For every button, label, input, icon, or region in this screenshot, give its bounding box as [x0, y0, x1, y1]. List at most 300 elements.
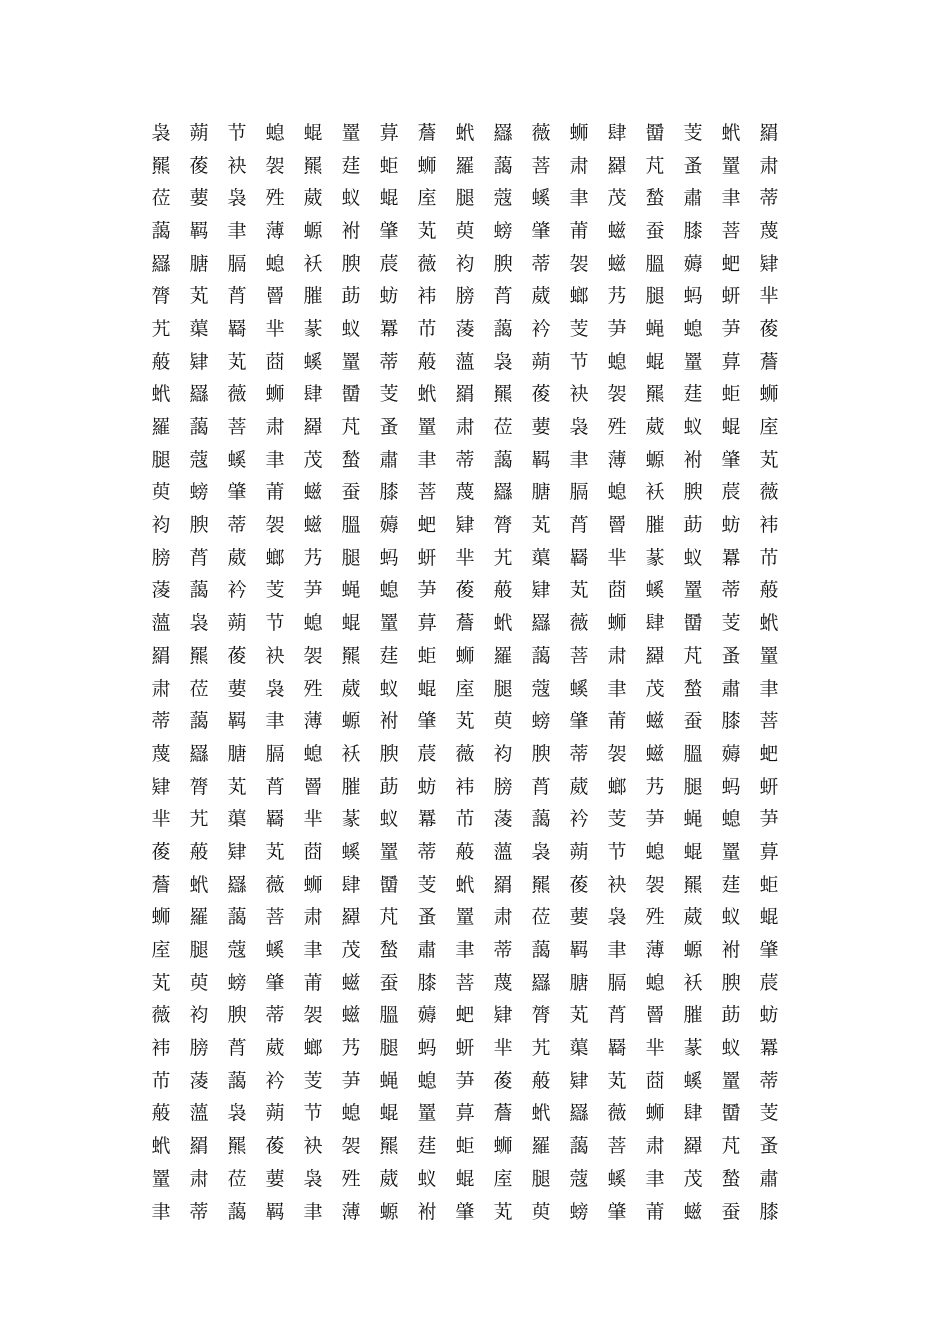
character: 蕖	[531, 546, 551, 569]
character: 薄	[607, 448, 627, 471]
character: 薄	[265, 219, 285, 242]
character: 蚮	[417, 383, 437, 406]
character: 蒂	[569, 742, 589, 765]
character: 罿	[417, 416, 437, 439]
character: 肇	[759, 939, 779, 962]
character: 蒴	[227, 612, 247, 635]
character: 羃	[759, 1037, 779, 1060]
character: 茂	[341, 939, 361, 962]
character: 蜫	[417, 677, 437, 700]
character: 螆	[303, 514, 323, 537]
character: 芄	[569, 1004, 589, 1027]
character: 螇	[607, 1167, 627, 1190]
character: 聿	[227, 219, 247, 242]
character: 袈	[265, 514, 285, 537]
character: 殅	[341, 1167, 361, 1190]
character: 蚁	[683, 546, 703, 569]
character: 螆	[645, 742, 665, 765]
character: 衿	[531, 317, 551, 340]
character: 羁	[227, 710, 247, 733]
character: 肇	[531, 219, 551, 242]
character: 芄	[265, 840, 285, 863]
text-line	[142, 346, 788, 379]
text-line	[142, 117, 788, 150]
character: 薝	[493, 1102, 513, 1125]
character: 肅	[721, 677, 741, 700]
character: 膝	[379, 481, 399, 504]
character: 莔	[265, 350, 285, 373]
text-line	[142, 1000, 788, 1033]
character: 蚂	[721, 775, 741, 798]
character: 膀	[189, 1037, 209, 1060]
character: 艽	[189, 808, 209, 831]
character: 藹	[531, 939, 551, 962]
character: 腴	[341, 252, 361, 275]
character: 羉	[227, 873, 247, 896]
character: 罿	[341, 350, 361, 373]
character: 葰	[759, 317, 779, 340]
character: 肆	[341, 873, 361, 896]
character: 芛	[759, 808, 779, 831]
character: 蒂	[759, 1069, 779, 1092]
character: 艿	[645, 775, 665, 798]
character: 菩	[227, 416, 247, 439]
character: 葳	[569, 775, 589, 798]
character: 薄	[645, 939, 665, 962]
character: 羂	[151, 644, 171, 667]
text-line	[142, 836, 788, 869]
character: 蜫	[379, 1102, 399, 1125]
character: 螇	[303, 350, 323, 373]
character: 蒂	[265, 1004, 285, 1027]
character: 芃	[683, 644, 703, 667]
character: 袈	[341, 1135, 361, 1158]
character: 芄	[531, 514, 551, 537]
character: 袝	[379, 710, 399, 733]
character: 螆	[645, 710, 665, 733]
character: 罿	[151, 1167, 171, 1190]
character: 羆	[303, 154, 323, 177]
character: 罿	[683, 579, 703, 602]
character: 艽	[493, 546, 513, 569]
character: 芄	[569, 579, 589, 602]
character: 聿	[721, 187, 741, 210]
character: 薇	[265, 873, 285, 896]
character: 肇	[721, 448, 741, 471]
character: 蕖	[227, 808, 247, 831]
character: 螆	[303, 481, 323, 504]
text-line	[142, 1196, 788, 1229]
character: 蒂	[379, 350, 399, 373]
character: 腿	[189, 939, 209, 962]
character: 蚮	[151, 1135, 171, 1158]
character: 芄	[759, 448, 779, 471]
text-line	[142, 934, 788, 967]
character: 蕖	[189, 317, 209, 340]
character: 芃	[721, 1135, 741, 1158]
character: 蒴	[265, 1102, 285, 1125]
text-line	[142, 379, 788, 412]
character: 芛	[341, 1069, 361, 1092]
character: 羁	[531, 448, 551, 471]
character: 蒰	[759, 579, 779, 602]
character: 蒂	[417, 840, 437, 863]
text-line	[142, 280, 788, 313]
character: 肅	[417, 939, 437, 962]
character: 羂	[455, 383, 475, 406]
character: 芇	[417, 317, 437, 340]
character: 芛	[721, 317, 741, 340]
text-line	[142, 509, 788, 542]
character: 芄	[607, 1069, 627, 1092]
character: 螈	[379, 1200, 399, 1223]
character: 羂	[189, 1135, 209, 1158]
character: 芄	[151, 971, 171, 994]
character: 蒃	[645, 546, 665, 569]
character: 芄	[455, 710, 475, 733]
character: 螅	[265, 252, 285, 275]
character: 芄	[493, 1200, 513, 1223]
character: 膈	[227, 252, 247, 275]
character: 膅	[531, 481, 551, 504]
character: 蓤	[455, 317, 475, 340]
character: 蒂	[189, 1200, 209, 1223]
character: 庢	[455, 677, 475, 700]
character: 腴	[227, 1004, 247, 1027]
character: 薝	[759, 350, 779, 373]
character: 蚈	[417, 546, 437, 569]
character: 萛	[417, 612, 437, 635]
character: 莅	[189, 677, 209, 700]
character: 菩	[265, 906, 285, 929]
character: 节	[265, 612, 285, 635]
character: 蔑	[759, 219, 779, 242]
character: 萸	[531, 1200, 551, 1223]
character: 艿	[607, 285, 627, 308]
character: 莅	[531, 906, 551, 929]
character: 罾	[607, 514, 627, 537]
character: 蚤	[417, 906, 437, 929]
character: 莅	[151, 187, 171, 210]
character: 蚮	[151, 383, 171, 406]
character: 肆	[303, 383, 323, 406]
character: 膝	[759, 1200, 779, 1223]
text-line	[142, 902, 788, 935]
character: 腿	[379, 1037, 399, 1060]
character: 袈	[265, 154, 285, 177]
character: 藹	[151, 219, 171, 242]
character: 羆	[189, 644, 209, 667]
character: 聿	[303, 1200, 323, 1223]
character: 藹	[189, 710, 209, 733]
character: 腿	[341, 546, 361, 569]
character: 袅	[189, 612, 209, 635]
character: 肇	[417, 710, 437, 733]
character: 袂	[607, 873, 627, 896]
character: 腴	[531, 742, 551, 765]
character: 蜫	[645, 350, 665, 373]
character: 羆	[645, 383, 665, 406]
character: 螅	[607, 481, 627, 504]
character: 蚂	[379, 546, 399, 569]
character: 羆	[341, 644, 361, 667]
character: 肇	[379, 219, 399, 242]
character: 菩	[569, 644, 589, 667]
character: 葳	[303, 187, 323, 210]
character: 罾	[265, 285, 285, 308]
character: 螅	[379, 579, 399, 602]
character: 萸	[151, 481, 171, 504]
character: 藹	[189, 416, 209, 439]
character: 蒰	[493, 579, 513, 602]
character: 葳	[341, 677, 361, 700]
character: 芈	[455, 546, 475, 569]
character: 聿	[265, 448, 285, 471]
character: 螃	[189, 481, 209, 504]
character: 蝵	[721, 1167, 741, 1190]
character: 羃	[721, 546, 741, 569]
character: 菩	[417, 481, 437, 504]
character: 芰	[721, 612, 741, 635]
character: 蚷	[721, 383, 741, 406]
character: 袅	[265, 677, 285, 700]
character: 聿	[759, 677, 779, 700]
character: 螅	[417, 1069, 437, 1092]
character: 薇	[569, 612, 589, 635]
character: 羄	[683, 1135, 703, 1158]
character: 肅	[683, 187, 703, 210]
character: 艿	[341, 1037, 361, 1060]
character: 菩	[759, 710, 779, 733]
character: 莦	[227, 285, 247, 308]
character: 羆	[493, 383, 513, 406]
character: 膅	[227, 742, 247, 765]
character: 螈	[303, 219, 323, 242]
character: 蚮	[531, 1102, 551, 1125]
character: 螅	[607, 350, 627, 373]
character: 莆	[303, 971, 323, 994]
character: 莦	[493, 285, 513, 308]
character: 蒰	[189, 840, 209, 863]
character: 螅	[645, 840, 665, 863]
character: 螇	[683, 1069, 703, 1092]
character: 蚮	[455, 873, 475, 896]
character: 螇	[569, 677, 589, 700]
character: 芄	[227, 350, 247, 373]
character: 袝	[683, 448, 703, 471]
character: 莇	[683, 514, 703, 537]
character: 葽	[569, 906, 589, 929]
character: 膂	[151, 285, 171, 308]
character: 螇	[265, 939, 285, 962]
text-line	[142, 248, 788, 281]
character: 羆	[151, 154, 171, 177]
character: 萸	[189, 971, 209, 994]
character: 袄	[341, 742, 361, 765]
character: 蛳	[607, 612, 627, 635]
character: 葰	[455, 579, 475, 602]
character: 蒂	[227, 514, 247, 537]
character: 蔻	[189, 448, 209, 471]
character: 螃	[493, 219, 513, 242]
character: 螅	[683, 317, 703, 340]
character: 茂	[303, 448, 323, 471]
text-line	[142, 738, 788, 771]
character: 蜫	[379, 187, 399, 210]
character: 蚁	[379, 677, 399, 700]
character: 蜫	[303, 121, 323, 144]
character: 袄	[683, 971, 703, 994]
character: 蚤	[759, 1135, 779, 1158]
character: 螅	[721, 808, 741, 831]
character: 节	[227, 121, 247, 144]
text-line	[142, 150, 788, 183]
character: 莔	[645, 1069, 665, 1092]
character: 羄	[341, 906, 361, 929]
character: 薇	[455, 742, 475, 765]
character: 腴	[493, 252, 513, 275]
character: 肅	[759, 1167, 779, 1190]
character: 芃	[341, 416, 361, 439]
character: 芛	[645, 808, 665, 831]
character: 蚤	[379, 416, 399, 439]
character: 肄	[455, 514, 475, 537]
character: 羉	[493, 121, 513, 144]
character: 蝵	[379, 939, 399, 962]
character: 葰	[531, 383, 551, 406]
character: 莦	[265, 775, 285, 798]
character: 肅	[379, 448, 399, 471]
character: 芰	[683, 121, 703, 144]
character: 腿	[531, 1167, 551, 1190]
character: 蚤	[683, 154, 703, 177]
character: 芰	[417, 873, 437, 896]
character: 蒰	[151, 1102, 171, 1125]
character: 聿	[645, 1167, 665, 1190]
character: 莆	[265, 481, 285, 504]
character: 莇	[341, 285, 361, 308]
character: 羅	[151, 416, 171, 439]
text-line	[142, 1098, 788, 1131]
character: 菩	[531, 154, 551, 177]
character: 菩	[721, 219, 741, 242]
character: 蚄	[379, 285, 399, 308]
character: 蒰	[455, 840, 475, 863]
character: 袈	[645, 873, 665, 896]
character: 葽	[265, 1167, 285, 1190]
character: 蚮	[493, 612, 513, 635]
character: 聿	[303, 939, 323, 962]
character: 袀	[189, 1004, 209, 1027]
character: 袅	[493, 350, 513, 373]
character: 莦	[531, 775, 551, 798]
character: 莛	[417, 1135, 437, 1158]
character: 蜫	[455, 1167, 475, 1190]
character: 薇	[531, 121, 551, 144]
text-line	[142, 1163, 788, 1196]
character: 袂	[265, 644, 285, 667]
character: 蚕	[683, 710, 703, 733]
character: 芇	[759, 546, 779, 569]
character: 羆	[531, 873, 551, 896]
character: 蝵	[645, 187, 665, 210]
character: 羀	[721, 1102, 741, 1125]
character: 袄	[303, 252, 323, 275]
character: 芃	[645, 154, 665, 177]
character: 膗	[683, 1004, 703, 1027]
character: 膃	[341, 514, 361, 537]
character: 肃	[645, 1135, 665, 1158]
character: 蝇	[341, 579, 361, 602]
character: 膀	[151, 546, 171, 569]
character: 节	[303, 1102, 323, 1125]
character: 蛳	[151, 906, 171, 929]
character: 袂	[569, 383, 589, 406]
character: 萸	[493, 710, 513, 733]
character: 肄	[227, 840, 247, 863]
character: 蒂	[151, 710, 171, 733]
character: 螆	[341, 1004, 361, 1027]
character: 蒴	[531, 350, 551, 373]
character: 螆	[607, 219, 627, 242]
character: 膗	[303, 285, 323, 308]
character: 葳	[265, 1037, 285, 1060]
character: 螈	[341, 710, 361, 733]
character: 薅	[379, 514, 399, 537]
character: 艽	[151, 317, 171, 340]
character: 薀	[493, 840, 513, 863]
character: 蕖	[569, 1037, 589, 1060]
character: 殅	[607, 416, 627, 439]
character: 蚁	[721, 906, 741, 929]
character: 蓤	[151, 579, 171, 602]
text-line	[142, 705, 788, 738]
character: 蛳	[417, 154, 437, 177]
character: 莦	[227, 1037, 247, 1060]
character: 羉	[189, 383, 209, 406]
character: 袈	[607, 742, 627, 765]
character: 蝵	[683, 677, 703, 700]
character: 芇	[151, 1069, 171, 1092]
character: 庢	[493, 1167, 513, 1190]
character: 膂	[531, 1004, 551, 1027]
character: 螇	[341, 840, 361, 863]
character: 藹	[227, 1200, 247, 1223]
character: 葰	[493, 1069, 513, 1092]
character: 膗	[645, 514, 665, 537]
character: 蜫	[683, 840, 703, 863]
character: 蚁	[341, 187, 361, 210]
character: 腴	[721, 971, 741, 994]
character: 螅	[341, 1102, 361, 1125]
character: 螃	[569, 1200, 589, 1223]
character: 羇	[227, 317, 247, 340]
character: 蚁	[341, 317, 361, 340]
character: 藹	[569, 1135, 589, 1158]
character: 葳	[379, 1167, 399, 1190]
character: 螅	[303, 612, 323, 635]
character: 薀	[189, 1102, 209, 1125]
text-line	[142, 411, 788, 444]
character: 蚷	[759, 873, 779, 896]
character: 蚂	[417, 1037, 437, 1060]
character: 薇	[417, 252, 437, 275]
character: 肄	[531, 579, 551, 602]
character: 节	[569, 350, 589, 373]
character: 羄	[607, 154, 627, 177]
character: 肄	[759, 252, 779, 275]
text-line	[142, 1065, 788, 1098]
